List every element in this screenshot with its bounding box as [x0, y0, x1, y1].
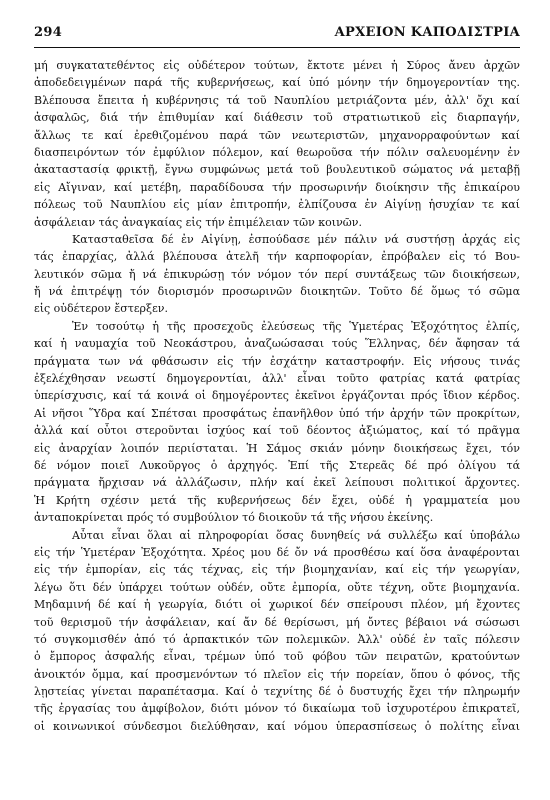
text-line: τῆς ἐργασίας του ἀμφίβολον, διότι μόνον τό δικαίωμα τοῦ ἰσχυροτέρου ἐπικρατεῖ, [34, 702, 520, 716]
page-header [34, 25, 520, 43]
text-line: Βλέπουσα ἔπειτα ἡ κυβέρνησις τά τοῦ Ναυπλίου μετριάζοντα μέν, ἀλλ' ὄχι καί [34, 93, 520, 107]
text-line: λέγω ὅτι δέν ὑπάρχει τούτων οὐδέν, οὔτε ἐμπορία, οὔτε τέχνη, οὔτε βιομηχανία. [34, 580, 520, 594]
text-line: πόλεως τοῦ Ναυπλίου εἰς μίαν ἐπιτροπήν, ἐλπίζουσα ἐν Αἰγίνῃ ἡσυχίαν τε καί [34, 198, 520, 212]
text-line: Ἡ Κρήτη σχέσιν μετά τῆς κυβερνήσεως δέν ἔχει, οὐδέ ἡ γραμματεία μου [34, 493, 520, 507]
text-line: ἄλλως τε καί ἐρεθιζομένου παρά τῶν νεωτεριστῶν, μηχανορραφούντων καί [34, 128, 520, 142]
text-line: εἰς Αἴγιναν, καί μετέβη, παραδίδουσα τήν προσωρινήν διοίκησιν τῆς ἐπικαίρου [34, 180, 520, 194]
text-line: μή συγκατατεθέντος εἰς οὐδέτερον τούτων, ἔκτοτε μένει ἡ Σύρος ἄνευ ἀρχῶν [34, 59, 520, 72]
text-line: ἐξελέχθησαν νεωστί δημογεροντίαι, ἀλλ' εἶναι τοῦτο φατρίας κατά φατρίας [34, 372, 520, 386]
text-line: ἀνοικτόν ὄμμα, καί προσμενόντων τό πλεῖον εἰς τήν πορείαν, ὅπου ὁ φόνος, τῆς [34, 667, 520, 681]
text-line: ἤ νά ἐπιτρέψῃ τόν διορισμόν προσωρινῶν διοικητῶν. Τοῦτο δέ ὅμως τό σῶμα [34, 285, 520, 299]
text-line: λευτικόν σῶμα ἤ νά ἐπικυρώσῃ τόν νόμον τόν περί συντάξεως τῶν διοικήσεων, [34, 267, 520, 281]
body-text [34, 57, 520, 735]
text-line: εἰς ἀναρχίαν λοιπόν περιίσταται. Ἡ Σάμος σκιάν μόνην διοικήσεως ἔχει, τόν [34, 441, 520, 455]
text-line: δέ νόμον ποιεῖ Λυκοῦργος ὁ ἀρχηγός. Ἐπί τῆς Στερεᾶς δέ πρό ὀλίγου τά [34, 458, 520, 472]
text-line: τοῦ θερισμοῦ τήν ἀσφάλειαν, καί ἄν δέ θερίσωσι, μή ὄντες βέβαιοι νά σώσωσι [34, 615, 520, 629]
text-line: Αἱ νῆσοι Ὕδρα καί Σπέτσαι προσφάτως ἐπανῆλθον ὑπό τήν ἀρχήν τῶν προκρίτων, [34, 406, 520, 420]
text-line: ἀκαταστασίᾳ φρικτῇ, ἔγνω συμφώνως μετά τοῦ βουλευτικοῦ σώματος νά μεταβῇ [34, 163, 520, 177]
page-number: 294 [34, 25, 63, 40]
text-line: πράγματα ἤρχισαν νά ἀλλάζωσιν, πλήν καί ἐκεῖ λείπουσι πολιτικοί ἄρχοντες. [34, 476, 520, 490]
text-line: ὁ ἔμπορος ἀσφαλής εἶναι, τρέμων ὑπό τοῦ φόβου τῶν πειρατῶν, κρατούντων [34, 650, 520, 664]
text-line: καί ἡ ναυμαχία τοῦ Νεοκάστρου, ἀναζωώσασαι τούς Ἕλληνας, δέν ἄφησαν τά [34, 337, 520, 351]
running-head: ΑΡΧΕΙΟΝ ΚΑΠΟΔΙΣΤΡΙΑ [334, 25, 520, 40]
text-line: λῃστείας γίνεται παραπέτασμα. Καί ὁ τεχνίτης δέ ὁ δυστυχής ἔχει τήν πληρωμήν [34, 685, 520, 699]
text-line: ἀσφαλῶς, διά τήν ἐπιθυμίαν καί διάθεσιν τοῦ στρατιωτικοῦ εἰς διαρπαγήν, [34, 111, 520, 125]
text-line: τό συγκομισθέν ἀπό τό ἁρπακτικόν τῶν πολεμικῶν. Ἀλλ' οὐδέ ἐν ταῖς πόλεσιν [34, 632, 520, 646]
text-line: Κατασταθεῖσα δέ ἐν Αἰγίνῃ, ἐσπούδασε μέν πάλιν νά συστήσῃ ἀρχάς εἰς [72, 232, 520, 246]
text-line: εἰς τήν Ὑμετέραν Ἐξοχότητα. Χρέος μου δέ ὄν νά προσθέσω καί ὅσα ἀναφέρονται [34, 545, 520, 559]
text-line: Αὗται εἶναι ὅλαι αἱ πληροφορίαι ὅσας δυνηθείς νά συλλέξω καί ὑποβάλω [72, 528, 520, 542]
text-line: ἀποδεδειγμένων παρά τῆς κυβερνήσεως, καί ὑπό μόνην τήν δημογεροντίαν της. [34, 76, 520, 90]
header-rule [34, 47, 520, 48]
text-line: ὑπερίσχυσις, καί τά κοινά οἱ δημογέροντες ἐκεῖνοι ἐργάζονται πρός ἴδιον κέρδος. [34, 389, 520, 403]
text-line: τάς ἐπαρχίας, ἀλλά βλέπουσα ἀτελῆ τήν καρποφορίαν, ἐπρόβαλεν εἰς τό Βου- [34, 250, 520, 264]
text-line: πράγματα των νά φθάσωσιν εἰς τήν ἐσχάτην καταστροφήν. Εἰς νήσους τινάς [34, 354, 520, 368]
text-line: οἱ κοινωνικοί σύνδεσμοι διελύθησαν, καί νόμου ὑπερασπίσεως ὁ πολίτης εἶναι [34, 719, 520, 733]
text-line: ἀνταποκρίνεται πρός τό συμβούλιον τό διοικοῦν τά τῆς νήσου ἐκείνης. [34, 511, 434, 525]
text-line: Ἐν τοσούτῳ ἡ τῆς προσεχοῦς ἐλεύσεως τῆς Ὑμετέρας Ἐξοχότητος ἐλπίς, [72, 319, 520, 333]
text-line: διασπειρόντων τόν ἐμφύλιον πόλεμον, καί θεωροῦσα τήν πόλιν σαλευομένην ἐν [34, 145, 520, 159]
text-line: εἰς οὐδέτερον ἔστερξεν. [34, 302, 168, 316]
text-line: ἀλλά καί οὗτοι στεροῦνται ἰσχύος καί τοῦ δέοντος ἀξιώματος, καί τό πρᾶγμα [34, 424, 520, 438]
text-line: εἰς τήν ἐμπορίαν, εἰς τάς τέχνας, εἰς τήν βιομηχανίαν, καί εἰς τήν γεωργίαν, [34, 563, 520, 577]
text-line: Μηδαμινή δέ καί ἡ γεωργία, διότι οἱ χωρικοί δέν σπείρουσι πλέον, μή ἔχοντες [34, 598, 520, 612]
text-line: ἀσφάλειαν τάς ἀναγκαίας εἰς τήν ἐπιμέλειαν τῶν κοινῶν. [34, 215, 362, 229]
